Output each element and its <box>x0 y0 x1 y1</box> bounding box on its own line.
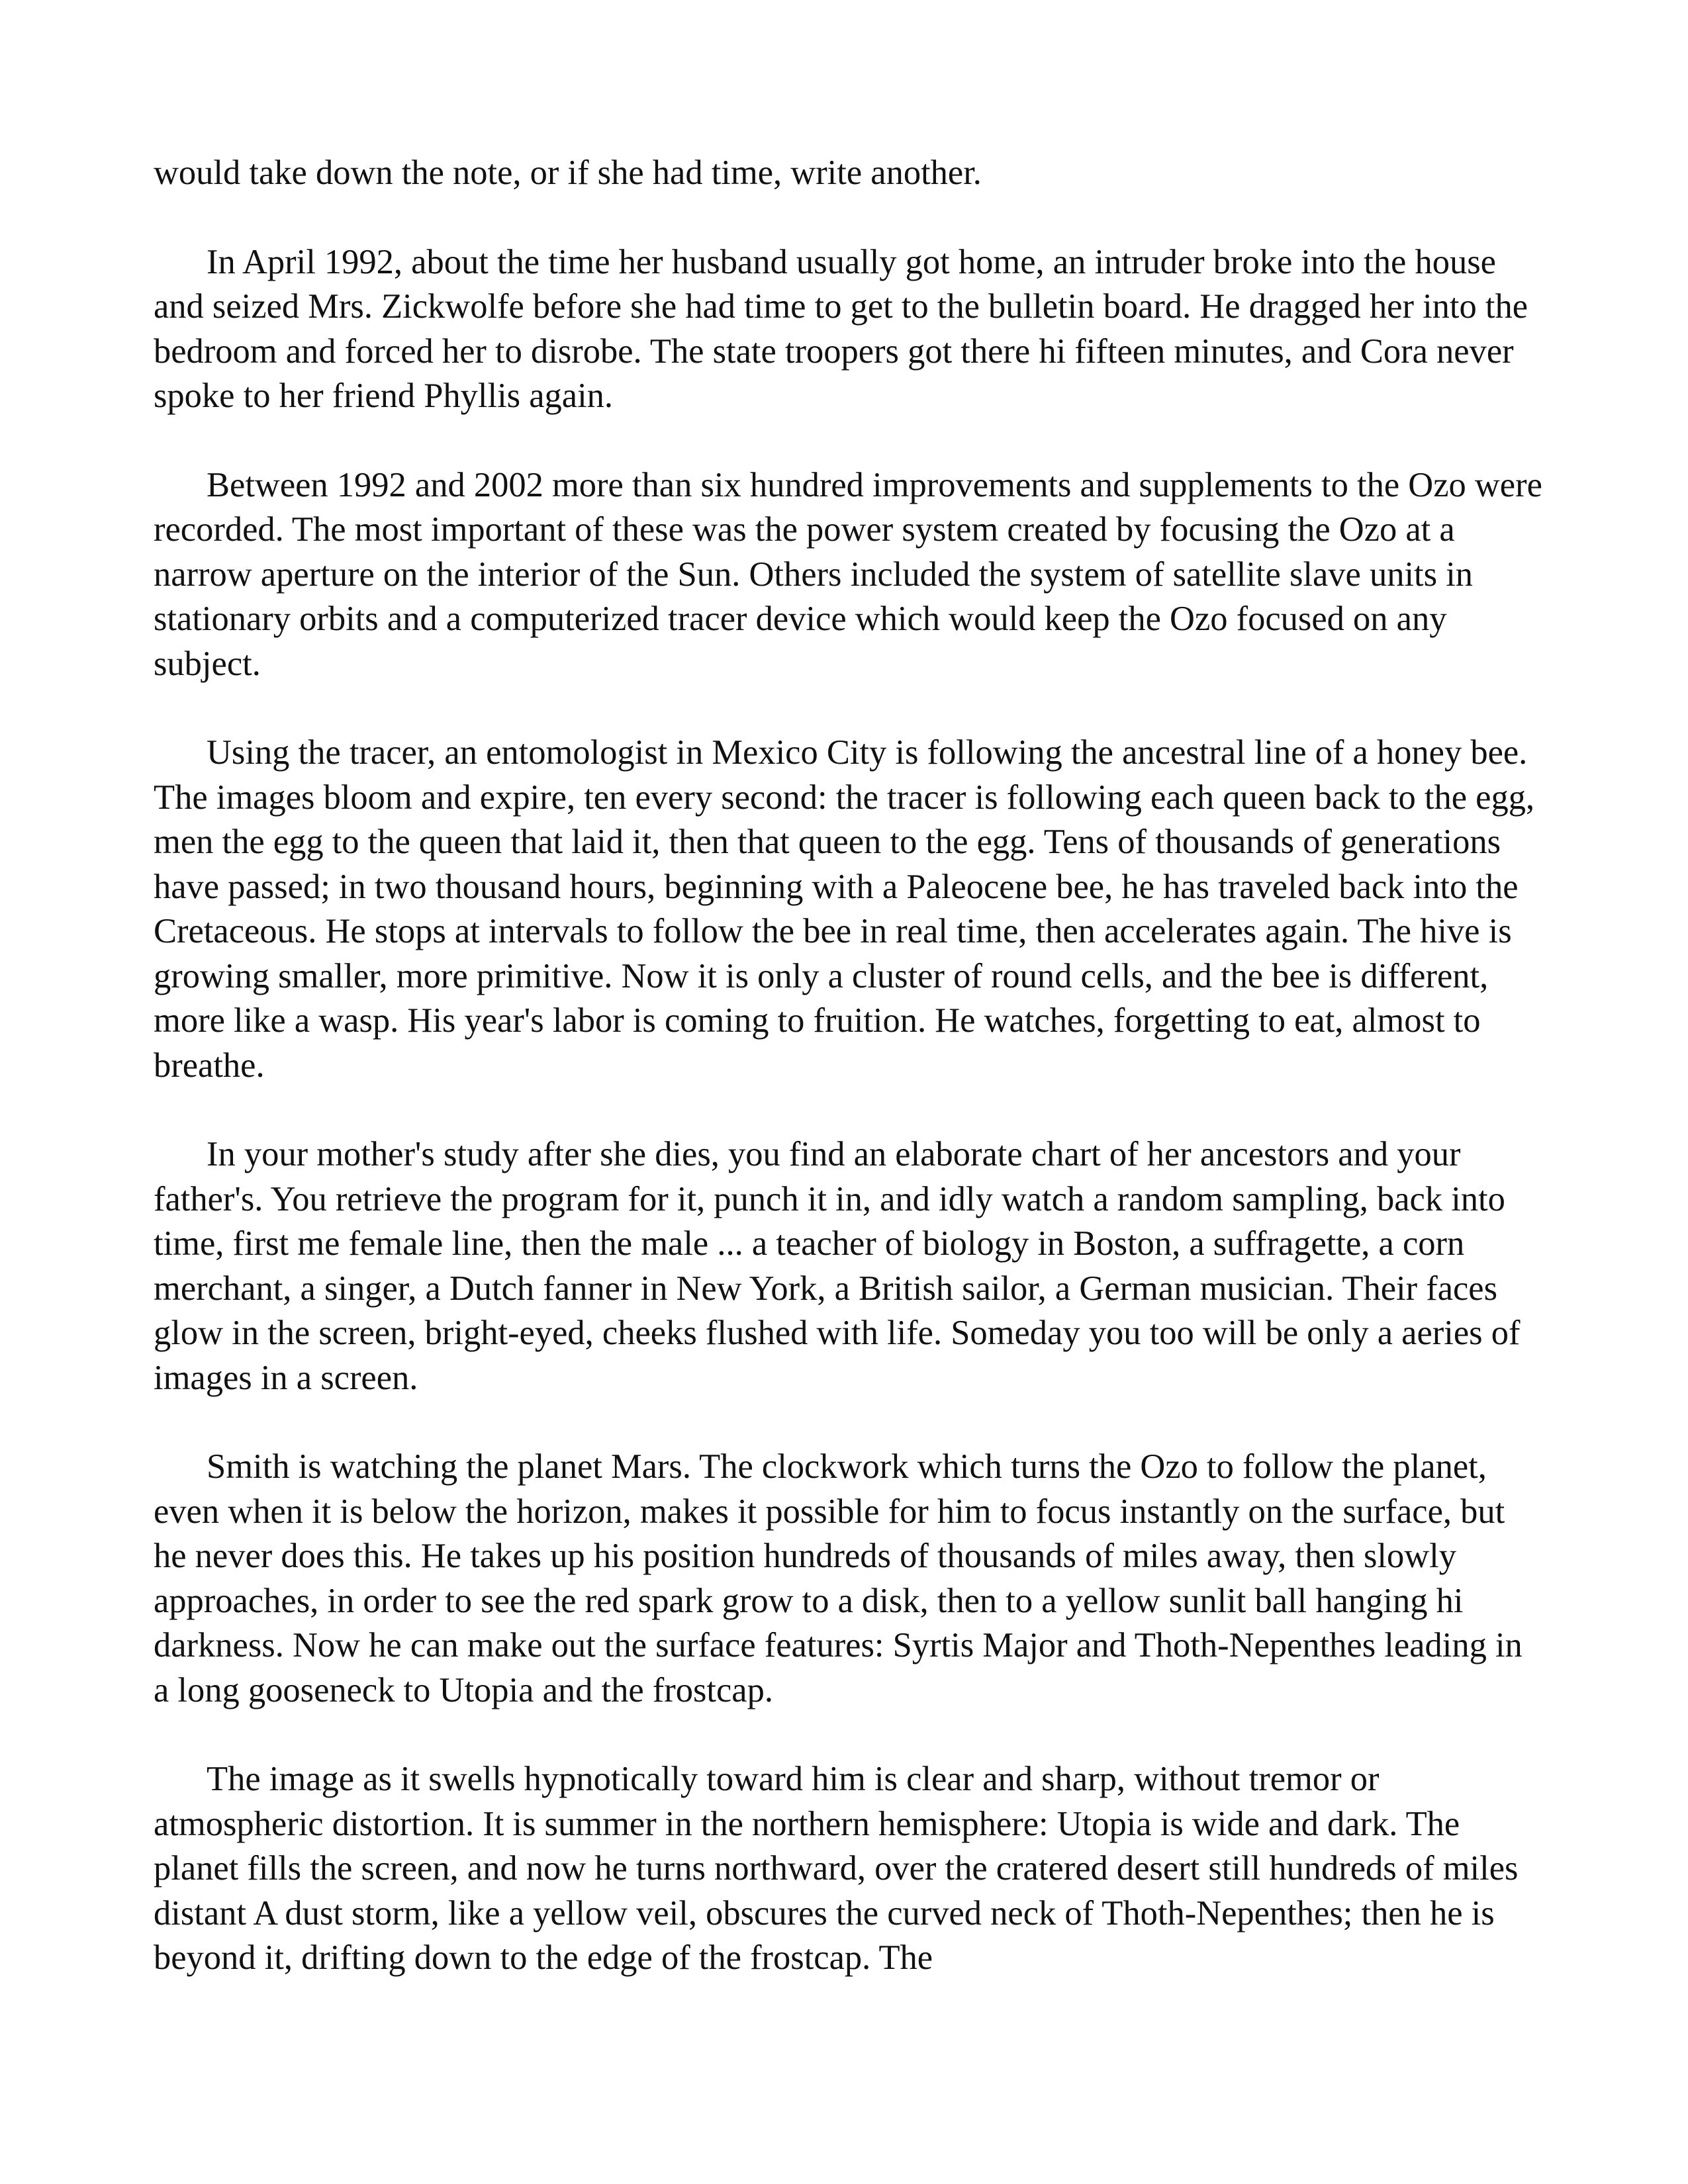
paragraph-ancestors: In your mother's study after she dies, you find an elaborate chart of her ancestors and your father's. You retrieve the program for it, punch it in, and idly watch a random sampling, back into time, first me female line, then the male ... a teacher of biology in Boston, a suffragette, a corn merchant, a singer, a Dutch fanner in New York, a British sailor, a German musician. Their faces glow in the screen, bright-eyed, cheeks flushed with life. Someday you too will be only a aeries of images in a screen. <box>154 1135 1521 1397</box>
paragraph-entomologist: Using the tracer, an entomologist in Mexico City is following the ancestral line of a honey bee. The images bloom and expire, ten every second: the tracer is following each queen back to the egg, men the egg to the queen that laid it, then that queen to the egg. Tens of thousands of generations have passed; in two thousand hours, beginning with a Paleocene bee, he has traveled back into the Cretaceous. He stops at intervals to follow the bee in real time, then accelerates again. The hive is growing smaller, more primitive. Now it is only a cluster of round cells, and the bee is different, more like a wasp. His year's labor is coming to fruition. He watches, forgetting to eat, almost to breathe. <box>154 733 1535 1085</box>
paragraph-mars: Smith is watching the planet Mars. The clockwork which turns the Ozo to follow the planet, even when it is below the horizon, makes it possible for him to focus instantly on the surface, but he never does this. He takes up his position hundreds of thousands of miles away, then slowly approaches, in order to see the red spark grow to a disk, then to a yellow sunlit ball hanging hi darkness. Now he can make out the surface features: Syrtis Major and Thoth-Nepenthes leading in a long gooseneck to Utopia and the frostcap. <box>154 1447 1523 1709</box>
paragraph-frostcap: The image as it swells hypnotically toward him is clear and sharp, without tremor or atmospheric distortion. It is summer in the northern hemisphere: Utopia is wide and dark. The planet fills the screen, and now he turns northward, over the cratered desert still hundreds of miles distant A dust storm, like a yellow veil, obscures the curved neck of Thoth-Nepenthes; then he is beyond it, drifting down to the edge of the frostcap. The <box>154 1760 1519 1977</box>
paragraph-ozo-improvements: Between 1992 and 2002 more than six hundred improvements and supplements to the Ozo were recorded. The most important of these was the power system created by focusing the Ozo at a narrow aperture on the interior of the Sun. Others included the system of satellite slave units in stationary orbits and a computerized tracer device which would keep the Ozo focused on any subject. <box>154 465 1542 683</box>
paragraph-intruder: In April 1992, about the time her husband usually got home, an intruder broke into the house and seized Mrs. Zickwolfe before she had time to get to the bulletin board. He dragged her into the bedroom and forced her to disrobe. The state troopers got there hi fifteen minutes, and Cora never spoke to her friend Phyllis again. <box>154 242 1528 415</box>
body-text <box>154 151 1544 1981</box>
paragraph-continuation: would take down the note, or if she had time, write another. <box>154 154 982 192</box>
